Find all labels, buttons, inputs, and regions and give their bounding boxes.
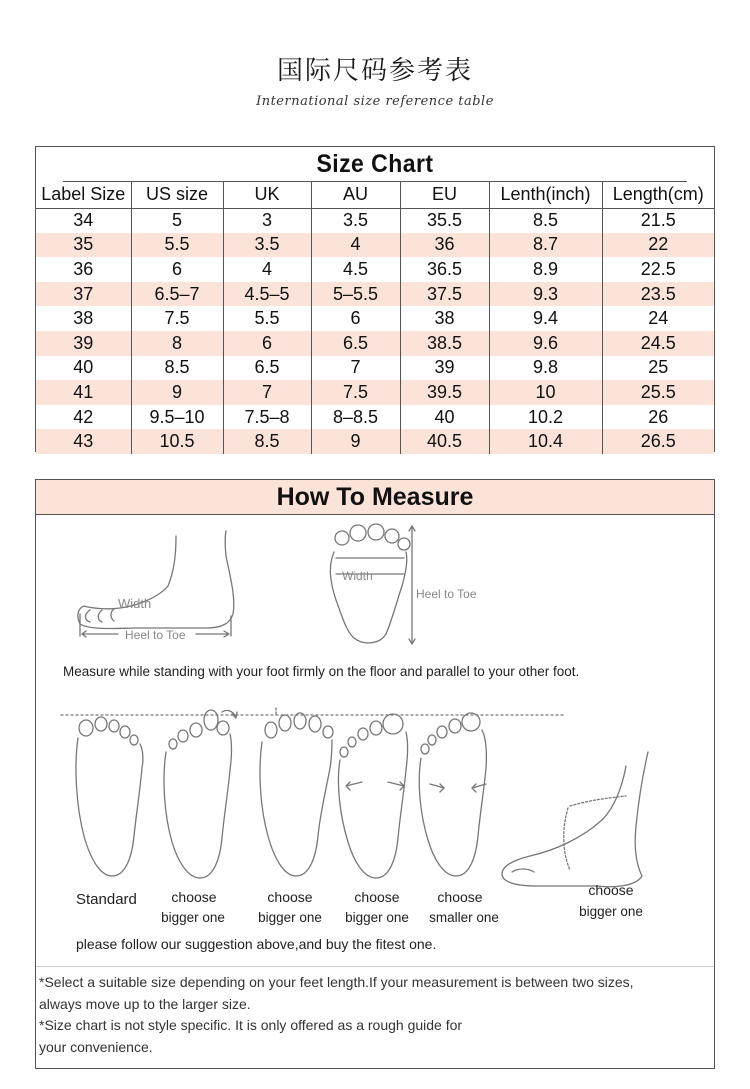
foot-long-toe-sketch [164,710,237,878]
size-table-cell: 7.5 [311,380,400,405]
size-table-cell: 3 [223,208,311,233]
size-table-cell: 24.5 [640,332,676,353]
size-table-row [36,233,714,258]
foot-wide-sketch [338,714,407,878]
column-header: US size [131,182,223,208]
size-table-cell: 38.5 [400,331,489,356]
size-table-row [36,208,714,233]
size-table-cell: 39.5 [400,380,489,405]
side-foot-sketch [78,531,234,637]
size-table-row [36,429,714,454]
size-table-cell: 35 [36,233,131,258]
size-table-cell: 40 [400,405,489,430]
foot-type-sublabel: bigger one [258,910,322,925]
size-table-cell: 22 [648,234,669,255]
size-table-row [36,257,714,282]
foot-narrow-sketch [419,713,486,876]
size-table-cell: 5.5 [223,306,311,331]
size-table-cell: 42 [36,405,131,430]
size-table-cell: 6 [311,306,400,331]
size-chart-title: Size Chart [63,147,687,182]
size-table-cell: 25 [648,357,669,378]
column-header: Lenth(inch) [489,182,602,208]
foot-type-sublabel: smaller one [429,910,499,925]
size-table-cell: 7 [311,356,400,381]
size-table-cell: 7 [223,380,311,405]
page-title-cn: 国际尺码参考表 [276,56,473,86]
size-table-cell: 3.5 [311,208,400,233]
size-table-header-row [36,182,714,208]
size-table-cell: 9 [131,380,223,405]
size-notes [39,972,711,1058]
size-table-cell: 40.5 [400,429,489,454]
size-table-cell: 9 [311,429,400,454]
foot-standard-sketch [76,717,143,876]
size-table-cell: 10.5 [131,429,223,454]
foot-type-label: choose [588,882,634,898]
size-table-cell: 9.5–10 [131,405,223,430]
size-table-cell: 9.3 [489,282,602,307]
size-table-cell: 40 [36,356,131,381]
size-table-cell: 6 [131,257,223,282]
size-table-cell: 4.5–5 [223,282,311,307]
size-table-cell: 10 [489,380,602,405]
size-table-cell: 39 [36,331,131,356]
column-header: UK [223,182,311,208]
foot-instep-sketch [502,752,648,887]
size-table-cell: 6.5 [223,356,311,381]
size-table-cell: 8.5 [131,356,223,381]
size-table-cell: 4 [223,257,311,282]
size-table-row [36,306,714,331]
size-table-cell: 8.5 [223,429,311,454]
size-table-cell: 21.5 [640,210,676,231]
size-table-cell: 4.5 [311,257,400,282]
measure-instruction: Measure while standing with your foot firmly on the floor and parallel to your other foot. [63,664,580,679]
size-table-cell: 37.5 [400,282,489,307]
how-to-measure-title: How To Measure [36,480,714,515]
size-table-cell: 9.4 [489,306,602,331]
size-table-row [36,282,714,307]
foot-type-label: choose [267,889,313,905]
size-table-cell: 36 [400,233,489,258]
foot-type-label: choose [437,889,483,905]
sole-width-label: Width [342,569,373,583]
size-table-cell: 7.5 [131,306,223,331]
size-table-cell: 34 [36,208,131,233]
how-to-measure-panel [35,479,715,1069]
size-table-cell: 36.5 [400,257,489,282]
size-table-cell: 5.5 [131,233,223,258]
size-table-row [36,380,714,405]
foot-type-label: choose [171,889,217,905]
size-chart-panel [35,146,715,452]
measure-illustration [36,516,714,946]
suggestion-text: please follow our suggestion above,and buy the fitest one. [76,936,437,952]
size-table-cell: 9.6 [489,331,602,356]
size-table-cell: 5 [131,208,223,233]
size-table-cell: 22.5 [640,258,676,279]
foot-type-sublabel: bigger one [161,910,225,925]
size-table-cell: 41 [36,380,131,405]
size-table-row [36,405,714,430]
size-table-row [36,356,714,381]
foot-type-sublabel: bigger one [579,904,643,919]
size-table-cell: 36 [36,257,131,282]
column-header: EU [400,182,489,208]
size-table-cell: 24 [648,308,669,329]
size-table-cell: 23.5 [640,283,676,304]
size-table-cell: 39 [400,356,489,381]
size-table-cell: 8 [131,331,223,356]
size-table-cell: 35.5 [400,208,489,233]
notes-divider [36,966,714,967]
size-table-cell: 8.7 [489,233,602,258]
column-header: AU [311,182,400,208]
size-table-cell: 9.8 [489,356,602,381]
size-table-cell: 8.5 [489,208,602,233]
size-table-cell: 5–5.5 [311,282,400,307]
size-table-cell: 26.5 [640,431,676,452]
size-table-cell: 10.2 [489,405,602,430]
size-chart-table [36,182,714,454]
foot-wide-toe-sketch [260,708,333,876]
note-line: your convenience. [39,1038,153,1055]
size-table-cell: 38 [400,306,489,331]
size-table-cell: 6.5–7 [131,282,223,307]
side-heel-to-toe-label: Heel to Toe [125,628,186,642]
size-table-cell: 38 [36,306,131,331]
side-width-label: Width [118,596,152,611]
size-table-row [36,331,714,356]
page-subtitle-en: International size reference table [256,94,494,109]
size-table-cell: 8–8.5 [311,405,400,430]
foot-type-label: Standard [76,891,137,908]
size-table-cell: 43 [36,429,131,454]
note-line: *Size chart is not style specific. It is only offered as a rough guide for [39,1017,463,1033]
note-line: always move up to the larger size. [39,995,251,1012]
size-table-cell: 6.5 [311,331,400,356]
note-line: *Select a suitable size depending on your feet length.If your measurement is between two sizes, [39,974,634,990]
foot-sketches [36,516,714,946]
size-table-cell: 10.4 [489,429,602,454]
size-table-cell: 37 [36,282,131,307]
sole-heel-to-toe-label: Heel to Toe [416,587,477,601]
foot-type-sublabel: bigger one [345,910,409,925]
sole-foot-sketch [330,524,415,644]
column-header: Length(cm) [612,184,704,205]
size-table-cell: 8.9 [489,257,602,282]
size-table-cell: 25.5 [640,381,676,402]
size-table-cell: 7.5–8 [223,405,311,430]
foot-type-label: choose [354,889,400,905]
column-header: Label Size [36,182,131,208]
size-table-cell: 26 [648,406,669,427]
size-table-cell: 6 [223,331,311,356]
size-table-cell: 3.5 [223,233,311,258]
size-table-cell: 4 [311,233,400,258]
